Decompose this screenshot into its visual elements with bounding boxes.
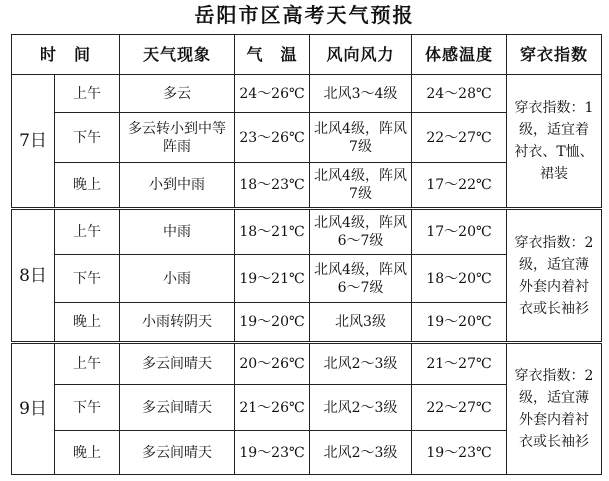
day-label: 9日 bbox=[12, 343, 55, 475]
feel-cell: 19～20℃ bbox=[412, 303, 507, 343]
temp-cell: 20～26℃ bbox=[235, 343, 310, 385]
wind-cell: 北风2～3级 bbox=[310, 385, 412, 431]
wind-cell: 北风4级，阵风7级 bbox=[310, 163, 412, 209]
weather-cell: 中雨 bbox=[120, 209, 235, 255]
feel-cell: 24～28℃ bbox=[412, 75, 507, 113]
weather-cell: 小到中雨 bbox=[120, 163, 235, 209]
weather-cell: 多云 bbox=[120, 75, 235, 113]
day-label: 7日 bbox=[12, 75, 55, 209]
feel-cell: 21～27℃ bbox=[412, 343, 507, 385]
feel-cell: 22～27℃ bbox=[412, 113, 507, 163]
weather-cell: 多云间晴天 bbox=[120, 431, 235, 475]
day-label: 8日 bbox=[12, 209, 55, 343]
wind-cell: 北风2～3级 bbox=[310, 343, 412, 385]
wind-cell: 北风3～4级 bbox=[310, 75, 412, 113]
dress-index-cell bbox=[507, 75, 602, 209]
period-cell: 下午 bbox=[55, 113, 120, 163]
feel-cell: 18～20℃ bbox=[412, 255, 507, 303]
weather-cell: 小雨转阴天 bbox=[120, 303, 235, 343]
period-cell: 上午 bbox=[55, 75, 120, 113]
period-cell: 晚上 bbox=[55, 431, 120, 475]
table-row bbox=[12, 209, 602, 255]
feel-cell: 22～27℃ bbox=[412, 385, 507, 431]
page-title: 岳阳市区高考天气预报 bbox=[194, 3, 415, 27]
dress-index-text: 穿衣指数：2级，适宜薄外套内着衬衣或长袖衫 bbox=[514, 234, 594, 317]
header-wind: 风向风力 bbox=[310, 35, 412, 75]
feel-cell: 17～20℃ bbox=[412, 209, 507, 255]
temp-cell: 24～26℃ bbox=[235, 75, 310, 113]
header-time: 时 间 bbox=[12, 35, 120, 75]
period-cell: 晚上 bbox=[55, 163, 120, 209]
period-cell: 上午 bbox=[55, 343, 120, 385]
table-header-row bbox=[12, 35, 602, 75]
period-cell: 上午 bbox=[55, 209, 120, 255]
wind-cell: 北风4级，阵风6～7级 bbox=[310, 255, 412, 303]
temp-cell: 19～21℃ bbox=[235, 255, 310, 303]
table-row bbox=[12, 343, 602, 385]
wind-cell: 北风3级 bbox=[310, 303, 412, 343]
table-row bbox=[12, 75, 602, 113]
dress-index-text: 穿衣指数：2级，适宜薄外套内着衬衣或长袖衫 bbox=[514, 368, 594, 450]
weather-cell: 多云间晴天 bbox=[120, 385, 235, 431]
temp-cell: 18～23℃ bbox=[235, 163, 310, 209]
header-feel: 体感温度 bbox=[412, 35, 507, 75]
weather-cell: 小雨 bbox=[120, 255, 235, 303]
wind-cell: 北风4级，阵风7级 bbox=[310, 113, 412, 163]
period-cell: 晚上 bbox=[55, 303, 120, 343]
weather-cell: 多云间晴天 bbox=[120, 343, 235, 385]
temp-cell: 19～23℃ bbox=[235, 431, 310, 475]
temp-cell: 19～20℃ bbox=[235, 303, 310, 343]
forecast-table bbox=[11, 34, 602, 475]
wind-cell: 北风4级，阵风6～7级 bbox=[310, 209, 412, 255]
temp-cell: 21～26℃ bbox=[235, 385, 310, 431]
dress-index-cell bbox=[507, 343, 602, 475]
feel-cell: 19～23℃ bbox=[412, 431, 507, 475]
header-dress: 穿衣指数 bbox=[507, 35, 602, 75]
temp-cell: 23～26℃ bbox=[235, 113, 310, 163]
header-weather: 天气现象 bbox=[120, 35, 235, 75]
period-cell: 下午 bbox=[55, 255, 120, 303]
temp-cell: 18～21℃ bbox=[235, 209, 310, 255]
weather-cell: 多云转小到中等阵雨 bbox=[120, 113, 235, 163]
period-cell: 下午 bbox=[55, 385, 120, 431]
dress-index-text: 穿衣指数：1级，适宜着衬衣、T恤、裙装 bbox=[514, 100, 594, 182]
dress-index-cell bbox=[507, 209, 602, 343]
feel-cell: 17～22℃ bbox=[412, 163, 507, 209]
wind-cell: 北风2～3级 bbox=[310, 431, 412, 475]
header-temp: 气 温 bbox=[235, 35, 310, 75]
